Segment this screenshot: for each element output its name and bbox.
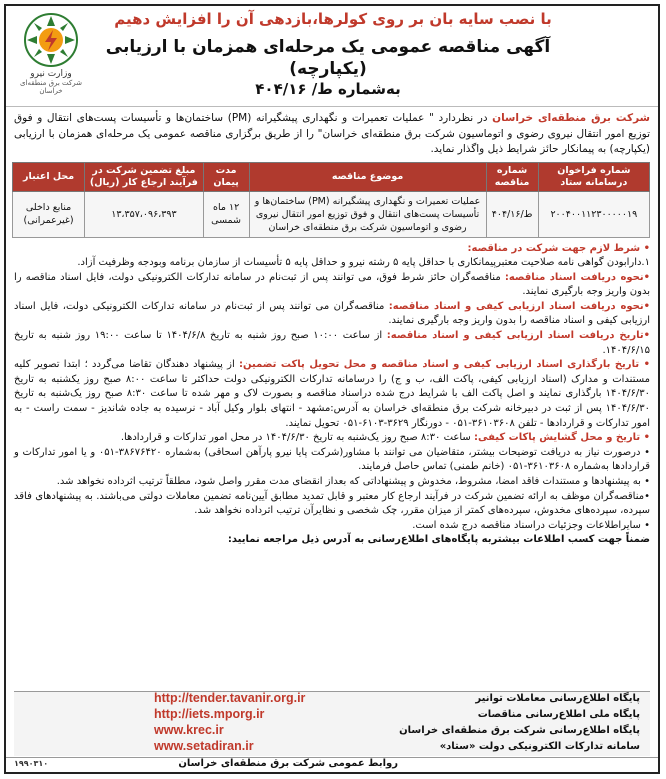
page-title: آگهی مناقصه عمومی یک مرحله‌ای همزمان با ارزیابی (یکپارچه) (105, 37, 551, 79)
cell-guarantee: ۱۳،۳۵۷،۰۹۶،۳۹۳ (85, 191, 204, 237)
energy-ministry-logo-icon (23, 12, 79, 68)
intro-paragraph (6, 107, 658, 158)
col-subject: موضوع مناقصه (249, 162, 486, 191)
cell-tender-number: ط/۴۰۴/۱۶ (486, 191, 538, 237)
link-label: پایگاه اطلاع‌رسانی معاملات توانیر (475, 693, 640, 704)
col-call-number: شماره فراخوان درسامانه ستاد (538, 162, 649, 191)
section-document-receipt (14, 271, 650, 300)
link-url-krec[interactable]: www.krec.ir (154, 723, 224, 737)
logo-subtitle: شرکت برق منطقه‌ای خراسان (20, 79, 82, 95)
tender-announcement (4, 4, 660, 774)
ministry-logo (12, 12, 90, 102)
link-label: سامانه تدارکات الکترونیکی دولت «ستاد» (439, 741, 640, 752)
link-row (14, 724, 650, 740)
condition-item: ۱.دارابودن گواهی نامه صلاحیت معتبرپیمانکاری با حداقل پایه ۵ رشته نیرو و حداقل پایه ۵ تأسیسات از سازمان برنامه وبودجه وظرفیت آزاد. (77, 257, 650, 269)
link-url-tavanir[interactable]: http://tender.tavanir.org.ir (154, 691, 306, 705)
col-source: محل اعتبار (13, 162, 85, 191)
table-header-row (13, 162, 650, 191)
cell-source: منابع داخلی (غیرعمرانی) (13, 191, 85, 237)
tender-table (12, 162, 650, 238)
cell-duration: ۱۲ ماه شمسی (203, 191, 249, 237)
section-label: •تاریخ دریافت اسناد ارزیابی کیفی و اسناد مناقصه: (386, 330, 650, 342)
col-guarantee: مبلغ تضمین شرکت در فرآیند ارجاع کار (ریال) (85, 162, 204, 191)
section-text: مناقصه‌گران حائز شرط فوق، می توانند پس از ثبت‌نام در سامانه تدارکات الکترونیکی دولت، فایل اسناد مناقصه را بدون واریز وجه بارگیری نمایند. (14, 271, 650, 298)
link-url-setad[interactable]: www.setadiran.ir (154, 739, 254, 753)
section-upload-date (14, 358, 650, 431)
link-url-iets[interactable]: http://iets.mporg.ir (154, 707, 265, 721)
announcement-body (6, 238, 658, 548)
cell-call-number: ۲۰۰۴۰۰۱۱۲۳۰۰۰۰۰۱۹ (538, 191, 649, 237)
bullet-invalid-bids: • به پیشنهادها و مستندات فاقد امضا، مشروط، مخدوش و پیشنهاداتی که بعداز انقضای مدت مقرر واصل شود، مطلقاً ترتیب اثرداده نخواهد شد. (56, 476, 650, 487)
table-row (13, 191, 650, 237)
footer (6, 757, 658, 772)
section-label: • تاریخ و محل گشایش پاکات کیفی: (473, 432, 650, 444)
info-links (14, 691, 650, 756)
section-text: از ساعت ۱۰:۰۰ صبح روز شنبه به تاریخ ۱۴۰۴/۶/۸ تا ساعت ۱۹:۰۰ روز شنبه به تاریخ ۱۴۰۴/۶/۱۵. (14, 330, 650, 356)
link-label: پایگاه ملی اطلاع‌رسانی مناقصات (477, 709, 640, 720)
section-opening-date (14, 431, 650, 446)
cell-subject: عملیات تعمیرات و نگهداری پیشگیرانه (PM) ساختمان‌ها و تأسیسات پست‌های انتقال و فوق توزیع امور انتقال نیروی رضوی و اتوماسیون شرکت برق منطقه‌ای خراسان (249, 191, 486, 237)
col-tender-number: شماره مناقصه (486, 162, 538, 191)
section-quality-docs (14, 300, 650, 329)
section-label: •نحوه دریافت اسناد ارزیابی کیفی و اسناد مناقصه: (388, 300, 650, 312)
logo-name: وزارت نیرو (30, 69, 72, 79)
conditions-heading: • شرط لازم جهت شرکت در مناقصه: (467, 242, 650, 254)
announcement-header (6, 6, 658, 107)
section-text: مناقصه‌گران می توانند پس از ثبت‌نام در سامانه تدارکات الکترونیکی دولت، فایل اسناد ارزیابی کیفی و اسناد مناقصه را بدون واریز وجه بارگیری نمایند. (14, 300, 650, 327)
tender-number-title: به‌شماره ط/ ۴۰۴/۱۶ (255, 80, 401, 98)
link-label: پایگاه اطلاع‌رسانی شرکت برق منطقه‌ای خراسان (399, 725, 640, 736)
section-label: • تاریخ بارگذاری اسناد ارزیابی کیفی و اسناد مناقصه و محل تحویل پاکت تضمین: (238, 359, 650, 371)
intro-text: در نظردارد " عملیات تعمیرات و نگهداری پیشگیرانه (PM) ساختمان‌ها و تأسیسات پست‌های انتقال و فوق توزیع امور انتقال نیروی رضوی و اتوماسیون شرکت برق منطقه‌ای خراسان" را از طریق برگزاری مناقصه عمومی یک مرحله‌ای همزمان با ارزیابی (یکپارچه) به پیمانکار حائز شرایط ذیل واگذار نماید. (14, 112, 650, 155)
more-info-note: ضمناً جهت کسب اطلاعات بیشتربه پایگاه‌های اطلاع‌رسانی به آدرس ذیل مراجعه نمایید: (227, 534, 650, 546)
bullet-contact: • درصورت نیاز به دریافت توضیحات بیشتر، متقاضیان می توانند با مشاور(شرکت پایا نیرو پارآهن اسحاقی) به‌شماره ۳۸۶۷۶۴۲۰-۰۵۱ و یا امور تدارکات و قراردادها به‌شماره ۳۶۱۰۳۶۰۸-۰۵۱ (خانم طمنی) تماس حاصل فرمایند. (14, 446, 650, 473)
link-row (14, 692, 650, 708)
organization-name: شرکت برق منطقه‌ای خراسان (492, 112, 651, 124)
publisher-name: روابط عمومی شرکت برق منطقه‌ای خراسان (178, 758, 398, 769)
link-row (14, 740, 650, 756)
section-label: •نحوه دریافت اسناد مناقصه: (504, 271, 650, 283)
link-row (14, 708, 650, 724)
bullet-other-info: • سایراطلاعات وجزئیات دراسناد مناقصه درج شده است. (412, 519, 650, 531)
bullet-guarantee: •مناقصه‌گران موظف به ارائه تضمین شرکت در فرآیند ارجاع کار معتبر و قابل تمدید مطابق آیین‌نامه تضمین معاملات دولتی می‌باشند. به پیشنهادهای فاقد سپرده، سپرده‌های مخدوش، سپرده‌های کمتر از میزان مقرر، چک شخصی و نظایرآن ترتیب اثرداده نخواهد شد. (14, 490, 650, 517)
col-duration: مدت پیمان (203, 162, 249, 191)
section-text: ساعت ۸:۳۰ صبح روز یک‌شنبه به تاریخ ۱۴۰۴/۶/۳۰ در محل امور تدارکات و قراردادها. (120, 432, 474, 444)
slogan: با نصب سایه بان بر روی کولرها،بازدهی آن را افزایش دهیم (114, 10, 552, 28)
section-text: از پیشنهاد دهندگان تقاضا می‌گردد ؛ ابتدا تصویر کلیه مستندات و مدارک (اسناد ارزیابی کیفی، پاکت الف، ب و ج) را درسامانه تدارکات الکترونیکی دولت حداکثر تا ساعت ۸:۰۰ صبح روز یکشنبه به تاریخ ۱۴۰۴/۶/۳۰ بارگذاری نمایند و اصل پاکت الف با شرایط درج شده دراسناد مناقصه و بصورت لاک و مهر شده تا ساعت ۸:۳۰ صبح روز یک‌شنبه به تاریخ ۱۴۰۴/۶/۳۰ پس از ثبت در دبیرخانه شرکت برق منطقه‌ای خراسان به آدرس:مشهد - انتهای بلوار وکیل آباد - نرسیده به جاده شاندیز - سمت راست - به امور تدارکات و قراردادها - تلفن ۳۶۱۰۳۶۰۸-۰۵۱ - دورنگار ۳۶۲۹-۶۱۰۳-۰۵۱ تحویل نمایند. (14, 359, 650, 429)
ad-code: ۱۹۹۰۳۱۰ (14, 759, 49, 768)
section-receipt-date (14, 329, 650, 358)
